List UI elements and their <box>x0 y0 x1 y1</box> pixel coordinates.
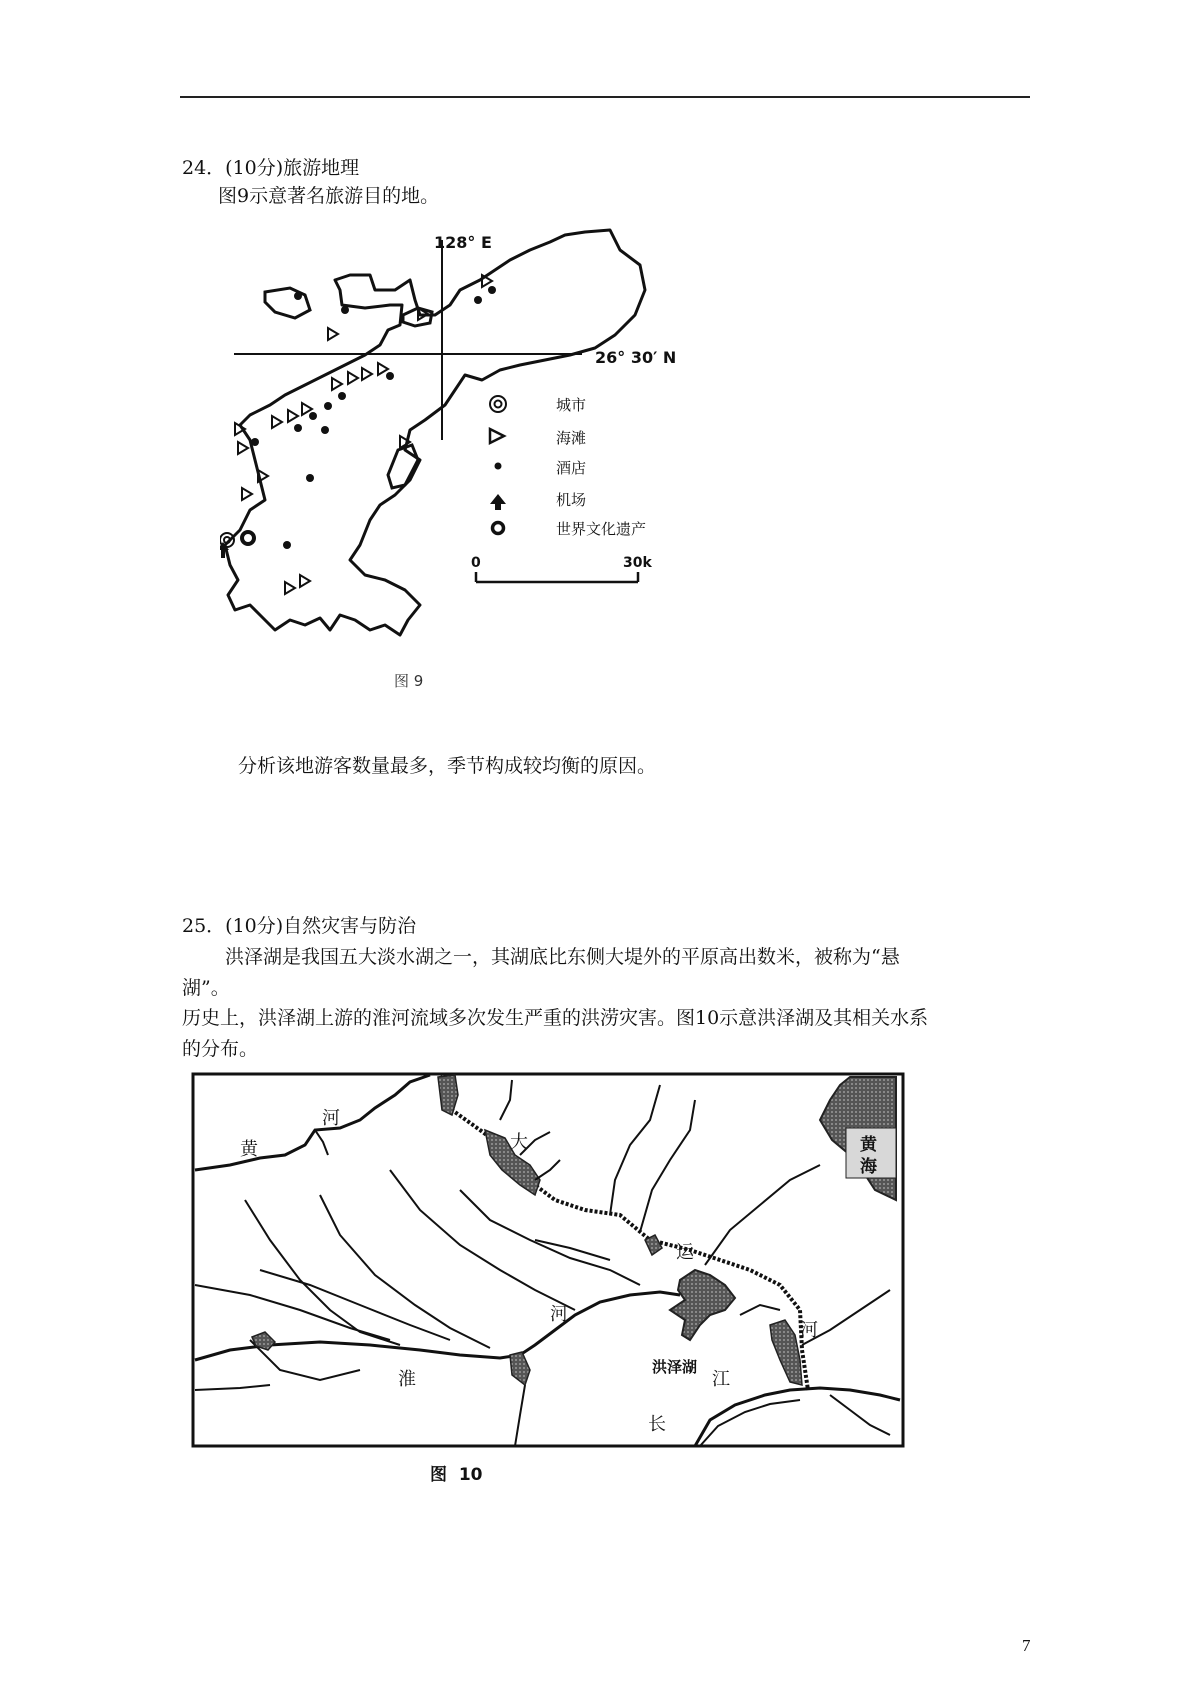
label-he-1: 河 <box>322 1108 340 1129</box>
q24-question: 分析该地游客数量最多，季节构成较均衡的原因。 <box>238 755 657 777</box>
page-number: 7 <box>1022 1636 1031 1655</box>
islet-east <box>388 445 418 488</box>
scale-bar <box>471 555 652 582</box>
q25-para1-line1: 洪泽湖是我国五大淡水湖之一，其湖底比东侧大堤外的平原高出数米，被称为“悬 <box>225 946 900 968</box>
figure-10-caption: 图 10 <box>430 1465 483 1485</box>
beach-markers <box>220 275 492 594</box>
label-chang: 长 <box>648 1414 666 1435</box>
q25-para2-line1: 历史上，洪泽湖上游的淮河流域多次发生严重的洪涝灾害。图10示意洪泽湖及其相关水系 <box>182 1007 929 1029</box>
label-yun: 运 <box>676 1242 694 1263</box>
q25-heading: 25．(10分)自然灾害与防治 <box>182 915 417 937</box>
q25-para2-line2: 的分布。 <box>182 1038 259 1060</box>
label-he-3: 河 <box>800 1320 818 1341</box>
label-huang: 黄 <box>240 1139 258 1160</box>
q24-heading: 24．(10分)旅游地理 <box>182 157 360 179</box>
parallel-label: 26° 30′ N <box>595 348 677 367</box>
figure-9-map <box>220 220 780 710</box>
label-yellow-sea-1: 黄 <box>860 1135 877 1155</box>
label-yellow-sea-2: 海 <box>860 1157 877 1177</box>
islet-west <box>265 288 310 318</box>
legend <box>490 396 646 538</box>
figure-9-caption: 图 9 <box>394 672 424 690</box>
q25-para1-line2: 湖”。 <box>182 977 230 999</box>
label-huai: 淮 <box>398 1369 416 1390</box>
legend-airport: 机场 <box>556 491 587 509</box>
legend-city: 城市 <box>556 396 587 414</box>
label-jiang: 江 <box>712 1369 730 1390</box>
label-da: 大 <box>510 1132 528 1153</box>
figure-10-map <box>190 1070 910 1490</box>
header-rule <box>180 96 1030 98</box>
label-he-2: 河 <box>550 1304 568 1325</box>
heritage-marker <box>242 532 254 544</box>
label-hongzehu: 洪泽湖 <box>652 1358 698 1376</box>
q24-intro: 图9示意著名旅游目的地。 <box>218 185 440 207</box>
legend-heritage: 世界文化遗产 <box>556 520 647 538</box>
meridian-label: 128° E <box>434 233 492 252</box>
svg-text:30k: 30k <box>623 555 652 571</box>
svg-text:0: 0 <box>471 555 481 571</box>
legend-beach: 海滩 <box>556 429 587 447</box>
legend-hotel: 酒店 <box>556 459 587 477</box>
